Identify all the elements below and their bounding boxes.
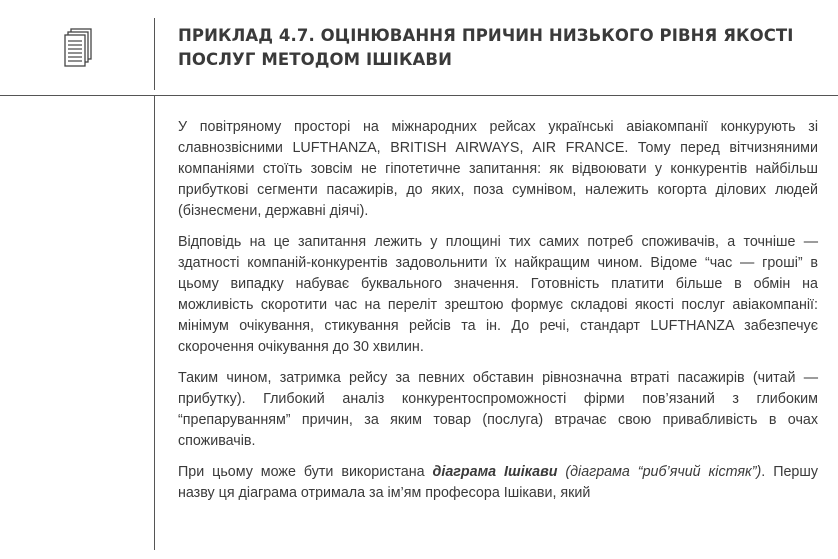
paragraph-suffix: . Першу назву ця діаграма отримала за ім’ям професора Ішікави, який <box>178 464 818 501</box>
paragraph: Відповідь на це запитання лежить у площині тих самих потреб споживачів, а точніше — здатності компаній-конкурентів задовольнити їх найкращим чином. Відоме “час — гроші” в цьому випадку набуває буквального значення. Готовність платити більше в обмін на можливість скоротити час на переліт зрештою формує складові якості послуг авіакомпанії: мінімум очікування, стикування рейсів та ін. До речі, стандарт LUFTHANZA забезпечує скорочення очікування до 30 хвилин. <box>178 234 818 355</box>
horizontal-divider <box>0 95 838 96</box>
paragraph-ishikawa <box>178 462 818 504</box>
term-alias: (діаграма “риб’ячий кістяк”) <box>557 464 762 480</box>
paragraph: Таким чином, затримка рейсу за певних обставин рівнозначна втраті пасажирів (читай — прибутку). Глибокий аналіз конкурентоспроможності фірми пов’язаний з глибоким “препаруванням” причин, за яким товар (послуга) втрачає свою привабливість в очах споживачів. <box>178 370 818 449</box>
term-ishikawa-diagram: діаграма Ішікави <box>432 464 558 480</box>
document-stack-icon <box>63 28 93 68</box>
vertical-divider-top <box>154 18 155 90</box>
example-body <box>178 117 818 514</box>
paragraph: У повітряному просторі на міжнародних рейсах українські авіакомпанії конкурують зі славнозвісними LUFTHANZA, BRITISH AIRWAYS, AIR FRANCE. Тому перед вітчизняними компаніями стоїть зовсім не гіпотетичне запитання: як відвоювати у конкурентів найбільш прибуткові сегменти пасажирів, до яких, поза сумнівом, належить когорта ділових людей (бізнесмени, державні діячі). <box>178 119 818 219</box>
example-title: ПРИКЛАД 4.7. ОЦІНЮВАННЯ ПРИЧИН НИЗЬКОГО РІВНЯ ЯКОСТІ ПОСЛУГ МЕТОДОМ ІШІКАВИ <box>178 26 794 69</box>
paragraph-prefix: При цьому може бути використана <box>178 464 433 480</box>
vertical-divider-body <box>154 95 155 550</box>
